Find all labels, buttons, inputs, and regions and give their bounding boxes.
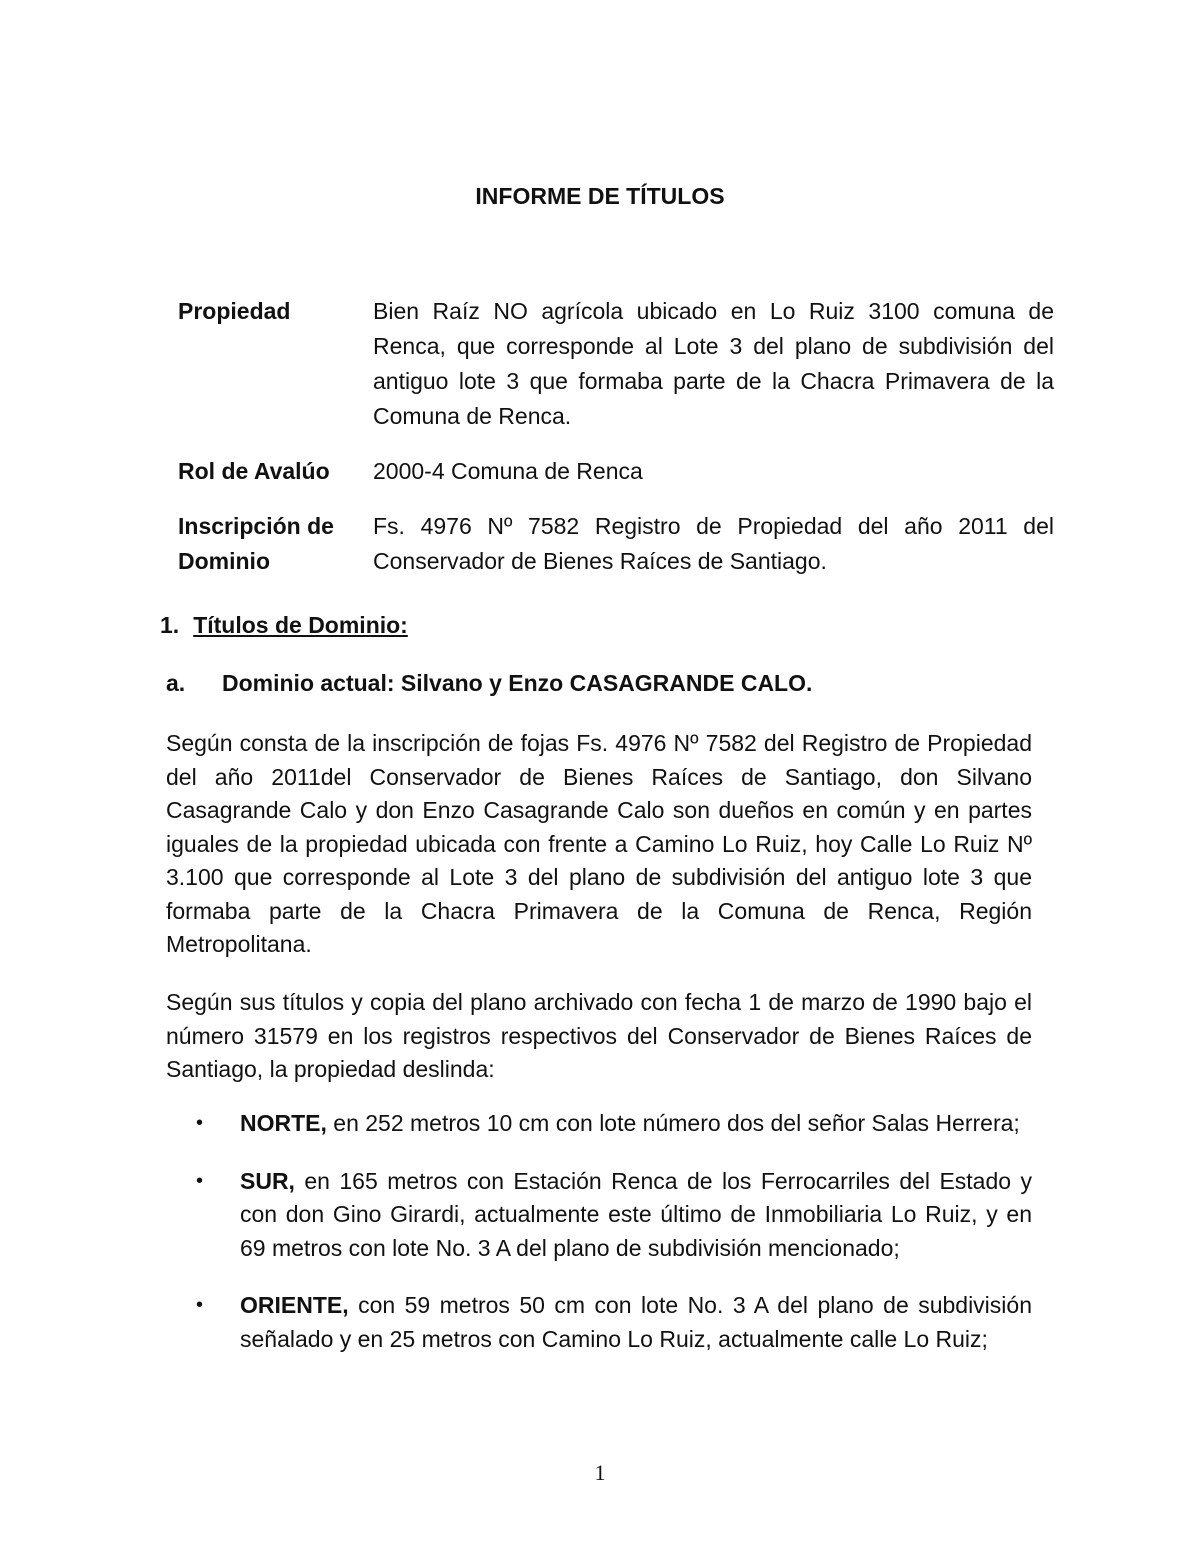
bullet-icon: • bbox=[196, 1112, 204, 1134]
info-label: Rol de Avalúo bbox=[178, 458, 330, 484]
boundary-text: con 59 metros 50 cm con lote No. 3 A del plano de subdivisión señalado y en 25 metros con Camino Lo Ruiz, actualmente calle Lo Ruiz; bbox=[240, 1292, 1032, 1352]
info-row-rol-avaluo bbox=[178, 454, 1054, 489]
list-item bbox=[196, 1107, 1032, 1141]
info-value: Bien Raíz NO agrícola ubicado en Lo Ruiz 3100 comuna de Renca, que corresponde al Lote 3 del plano de subdivisión del antiguo lote 3 que formaba parte de la Chacra Primavera de la Comuna de Renca. bbox=[373, 298, 1054, 429]
list-item-text bbox=[240, 1289, 1032, 1356]
subsection-heading bbox=[166, 670, 812, 697]
paragraph: Según sus títulos y copia del plano archivado con fecha 1 de marzo de 1990 bajo el número 31579 en los registros respectivos del Conservador de Bienes Raíces de Santiago, la propiedad deslinda: bbox=[166, 989, 1032, 1082]
paragraph: Según consta de la inscripción de fojas Fs. 4976 Nº 7582 del Registro de Propiedad del año 2011del Conservador de Bienes Raíces de Santiago, don Silvano Casagrande Calo y don Enzo Casagrande Calo son dueños en común y en partes iguales de la propiedad ubicada con frente a Camino Lo Ruiz, hoy Calle Lo Ruiz Nº 3.100 que corresponde al Lote 3 del plano de subdivisión del antiguo lote 3 que formaba parte de la Chacra Primavera de la Comuna de Renca, Región Metropolitana. bbox=[166, 730, 1032, 957]
section-number: 1. bbox=[160, 612, 180, 638]
bullet-icon: • bbox=[196, 1169, 204, 1192]
section-heading bbox=[160, 612, 408, 639]
section-title: Títulos de Dominio: bbox=[193, 612, 408, 638]
boundary-direction: NORTE, bbox=[240, 1110, 327, 1136]
list-item bbox=[196, 1289, 1032, 1356]
bullet-icon: • bbox=[196, 1294, 204, 1316]
info-label: Propiedad bbox=[178, 298, 291, 324]
subsection-title: Dominio actual: Silvano y Enzo CASAGRANDE CALO. bbox=[222, 670, 813, 696]
info-value: 2000-4 Comuna de Renca bbox=[373, 458, 643, 484]
document-title: INFORME DE TÍTULOS bbox=[475, 183, 725, 209]
subsection-letter: a. bbox=[166, 670, 186, 696]
info-row-propiedad bbox=[178, 294, 1054, 434]
page-number: 1 bbox=[594, 1460, 606, 1485]
list-item-text bbox=[240, 1165, 1032, 1266]
boundary-text: en 165 metros con Estación Renca de los Ferrocarriles del Estado y con don Gino Girardi, actualmente este último de Inmobiliaria Lo Ruiz, y en 69 metros con lote No. 3 A del plano de subdivisión mencionado; bbox=[240, 1167, 1032, 1261]
info-value: Fs. 4976 Nº 7582 Registro de Propiedad del año 2011 del Conservador de Bienes Raíces de Santiago. bbox=[373, 513, 1054, 574]
list-item-text bbox=[240, 1107, 1032, 1141]
info-label: Inscripción de Dominio bbox=[178, 513, 334, 574]
boundary-direction: ORIENTE, bbox=[240, 1292, 349, 1318]
list-item bbox=[196, 1165, 1032, 1266]
boundaries-list bbox=[196, 1107, 1032, 1380]
boundary-direction: SUR, bbox=[240, 1167, 295, 1194]
info-row-inscripcion bbox=[178, 509, 1054, 579]
boundary-text: en 252 metros 10 cm con lote número dos del señor Salas Herrera; bbox=[326, 1110, 1020, 1136]
property-info-table bbox=[178, 294, 1054, 599]
